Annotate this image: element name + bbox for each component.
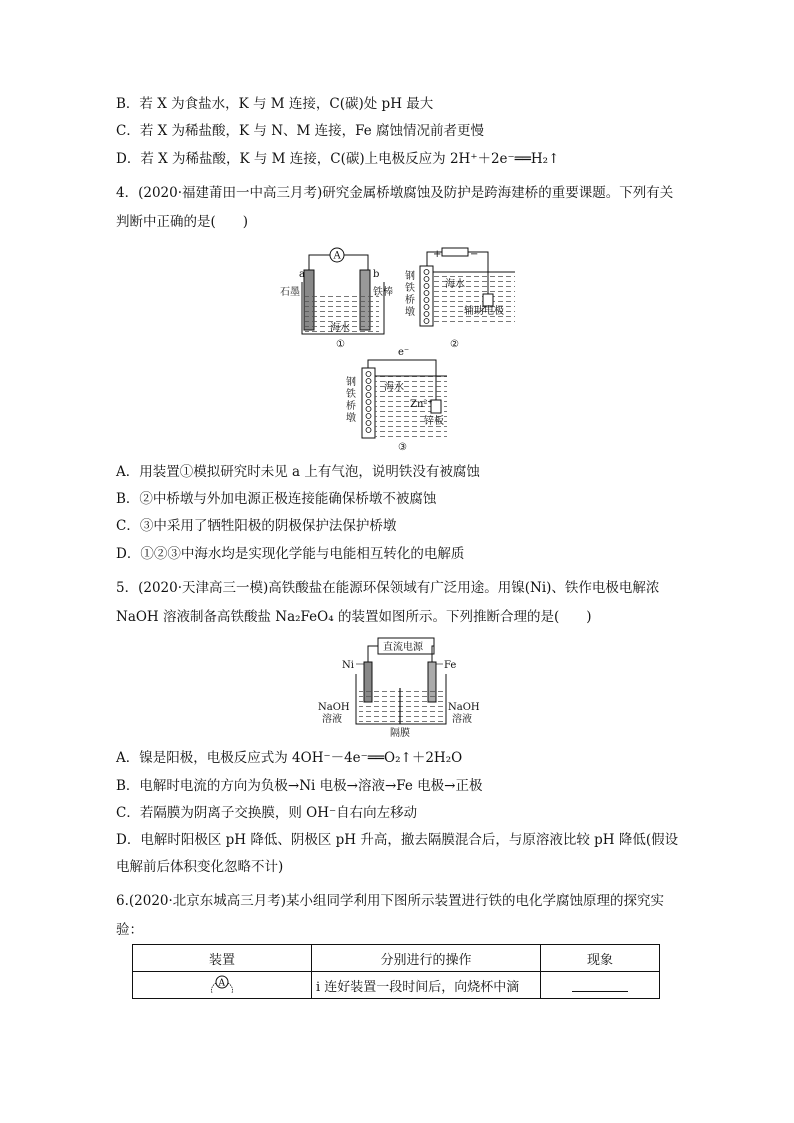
- fig2-pier-char-2: 铁: [405, 283, 415, 294]
- q3-option-c: C．若 X 为稀盐酸，K 与 N、M 连接，Fe 腐蚀情况前者更慢: [116, 123, 485, 139]
- q3-option-b: B．若 X 为食盐水，K 与 M 连接，C(碳)处 pH 最大: [116, 96, 434, 112]
- fig1-graphite-label: 石墨: [280, 287, 300, 298]
- fig5-right-solution-2: 溶液: [452, 714, 472, 725]
- fig3-zinc-plate-label: 锌板: [424, 416, 444, 427]
- fig1-seawater-label: 海水: [330, 323, 350, 334]
- q4-stem-line1: 4．(2020·福建莆田一中高三月考)研究金属桥墩腐蚀及防护是跨海建桥的重要课题。下列有关: [116, 185, 674, 201]
- table-cell-operation: i 连好装置一段时间后，向烧杯中滴: [312, 972, 541, 999]
- fig1-label-b: b: [373, 269, 380, 280]
- q4-option-c: C．③中采用了牺牲阳极的阴极保护法保护桥墩: [116, 518, 397, 534]
- fig5-fe-label: Fe: [444, 660, 457, 671]
- figure-2-impressed-current: [402, 244, 522, 350]
- fig5-membrane-label: 隔膜: [390, 728, 410, 739]
- fig2-minus: −: [470, 249, 479, 260]
- q4-option-a: A．用装置①模拟研究时未见 a 上有气泡，说明铁没有被腐蚀: [116, 464, 480, 480]
- fig2-aux-electrode-label: 辅助电极: [464, 306, 504, 317]
- fig2-pier-char-4: 墩: [405, 307, 415, 318]
- fig3-pier-char-1: 钢: [346, 377, 356, 388]
- fig1-label-a: a: [299, 269, 305, 280]
- q5-stem-line1: 5．(2020·天津高三一模)高铁酸盐在能源环保领域有广泛用途。用镍(Ni)、铁作电极电解浓: [116, 580, 660, 596]
- fig3-number: ③: [398, 442, 407, 453]
- table-row: [133, 972, 660, 999]
- q5-option-a: A．镍是阳极，电极反应式为 4OH⁻－4e⁻══O₂↑＋2H₂O: [116, 750, 463, 766]
- table-cell-apparatus: [133, 972, 312, 999]
- q4-option-b: B．②中桥墩与外加电源正极连接能确保桥墩不被腐蚀: [116, 491, 437, 507]
- q6-stem-line1: 6.(2020·北京东城高三月考)某小组同学利用下图所示装置进行铁的电化学腐蚀原理的探究实: [116, 893, 665, 909]
- table-header-phenomenon: 现象: [541, 945, 660, 972]
- table-ammeter-label: A: [218, 978, 225, 989]
- fig5-power-label: 直流电源: [383, 642, 423, 653]
- q6-experiment-table: [132, 944, 660, 999]
- fig2-number: ②: [450, 339, 459, 350]
- fig1-ironrod-label: 铁棒: [373, 287, 393, 298]
- figure-3-sacrificial-anode: [340, 344, 450, 454]
- fig3-pier-char-3: 桥: [346, 401, 356, 412]
- table-header-operation: 分别进行的操作: [312, 945, 541, 972]
- fig2-plus: +: [433, 249, 442, 260]
- fig5-left-solution-2: 溶液: [322, 714, 342, 725]
- figure-q5-electrolysis-cell: [318, 634, 488, 738]
- q4-stem-line2: 判断中正确的是( ): [116, 214, 249, 230]
- fig2-pier-char-1: 钢: [405, 271, 415, 282]
- q5-option-c: C．若隔膜为阴离子交换膜，则 OH⁻自右向左移动: [116, 805, 418, 821]
- fig1-ammeter-label: A: [333, 250, 341, 262]
- q6-stem-line2: 验：: [116, 922, 143, 938]
- q4-option-d: D．①②③中海水均是实现化学能与电能相互转化的电解质: [116, 546, 465, 562]
- q5-option-b: B．电解时电流的方向为负极→Ni 电极→溶液→Fe 电极→正极: [116, 778, 483, 794]
- fig5-left-solution-1: NaOH: [318, 702, 350, 713]
- q5-option-d-line1: D．电解时阳极区 pH 降低、阴极区 pH 升高，撤去隔膜混合后，与原溶液比较 pH 降低(假设: [116, 832, 679, 848]
- fig3-seawater-label: 海水: [384, 382, 404, 393]
- fig5-ni-label: Ni: [342, 660, 354, 671]
- fig3-zinc-ion-label: Zn²⁺: [410, 399, 433, 410]
- fig1-number: ①: [336, 339, 345, 350]
- q3-option-d: D．若 X 为稀盐酸，K 与 M 连接，C(碳)上电极反应为 2H⁺＋2e⁻══H₂↑: [116, 151, 560, 167]
- table-header-apparatus: 装置: [133, 945, 312, 972]
- fig5-right-solution-1: NaOH: [448, 702, 480, 713]
- table-cell-phenomenon: [541, 972, 660, 999]
- q5-option-d-line2: 电解前后体积变化忽略不计): [116, 859, 284, 875]
- fig3-electron-label: e⁻: [398, 347, 410, 358]
- fig3-pier-char-2: 铁: [346, 389, 356, 400]
- answer-blank[interactable]: [572, 979, 628, 992]
- ammeter-apparatus-icon: [202, 973, 242, 997]
- figure-1-galvanic-cell: [280, 244, 393, 350]
- fig3-pier-char-4: 墩: [346, 413, 356, 424]
- fig2-seawater-label: 海水: [445, 279, 465, 290]
- q5-stem-line2: NaOH 溶液制备高铁酸盐 Na₂FeO₄ 的装置如图所示。下列推断合理的是( ): [116, 609, 592, 625]
- table-header-row: [133, 945, 660, 972]
- fig2-pier-char-3: 桥: [405, 295, 415, 306]
